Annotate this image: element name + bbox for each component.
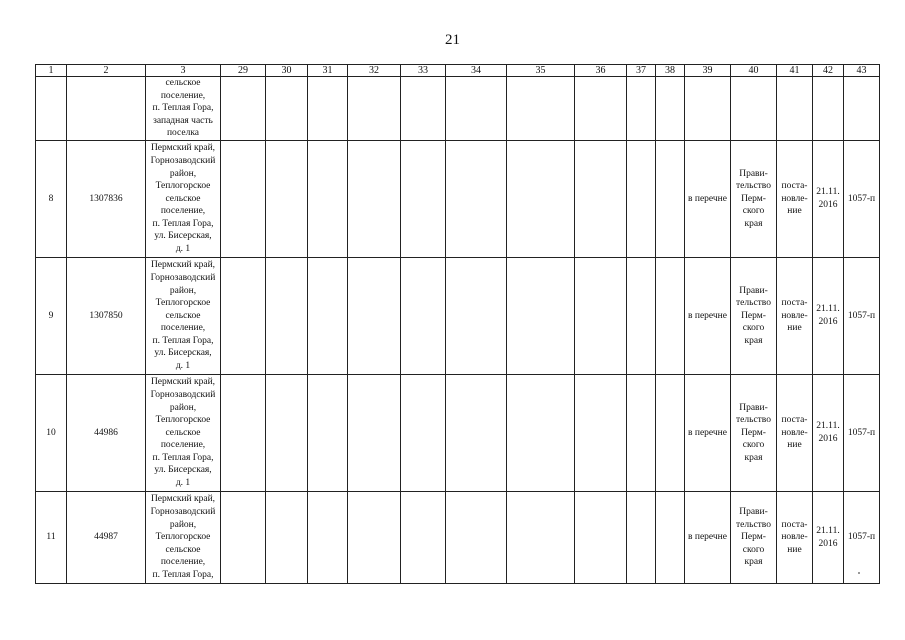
authority-cell: Прави- тельство Перм- ского края bbox=[731, 375, 777, 492]
object-code-cell: 44987 bbox=[67, 492, 146, 584]
column-number: 2 bbox=[67, 65, 146, 77]
column-number: 35 bbox=[507, 65, 575, 77]
empty-cell bbox=[308, 141, 348, 258]
empty-cell bbox=[627, 77, 656, 141]
column-number: 39 bbox=[685, 65, 731, 77]
document-date-cell: 21.11. 2016 bbox=[813, 141, 844, 258]
list-status-cell bbox=[685, 77, 731, 141]
empty-cell bbox=[627, 258, 656, 375]
document-date-cell: 21.11. 2016 bbox=[813, 258, 844, 375]
row-number-cell: 9 bbox=[36, 258, 67, 375]
column-number: 41 bbox=[777, 65, 813, 77]
empty-cell bbox=[446, 77, 507, 141]
empty-cell bbox=[266, 375, 308, 492]
address-cell: Пермский край, Горнозаводский район, Теплогорское сельское поселение, п. Теплая Гора, ул. Бисерская, д. 1 bbox=[146, 141, 221, 258]
column-number: 30 bbox=[266, 65, 308, 77]
empty-cell bbox=[446, 375, 507, 492]
document-number-cell: 1057-п bbox=[844, 258, 880, 375]
empty-cell bbox=[348, 141, 401, 258]
table-row bbox=[36, 492, 880, 584]
empty-cell bbox=[656, 375, 685, 492]
authority-cell: Прави- тельство Перм- ского края bbox=[731, 492, 777, 584]
page-number: 21 bbox=[445, 32, 460, 48]
empty-cell bbox=[656, 258, 685, 375]
column-number: 3 bbox=[146, 65, 221, 77]
authority-cell bbox=[731, 77, 777, 141]
empty-cell bbox=[308, 258, 348, 375]
document-type-cell: поста- новле- ние bbox=[777, 258, 813, 375]
empty-cell bbox=[308, 77, 348, 141]
table-row bbox=[36, 375, 880, 492]
empty-cell bbox=[308, 492, 348, 584]
empty-cell bbox=[266, 77, 308, 141]
list-status-cell: в перечне bbox=[685, 258, 731, 375]
column-number: 31 bbox=[308, 65, 348, 77]
row-number-cell: 8 bbox=[36, 141, 67, 258]
address-cell: сельское поселение, п. Теплая Гора, западная часть поселка bbox=[146, 77, 221, 141]
list-status-cell: в перечне bbox=[685, 141, 731, 258]
document-type-cell: поста- новле- ние bbox=[777, 492, 813, 584]
table-row bbox=[36, 77, 880, 141]
empty-cell bbox=[507, 375, 575, 492]
empty-cell bbox=[507, 141, 575, 258]
empty-cell bbox=[575, 77, 627, 141]
row-number-cell bbox=[36, 77, 67, 141]
empty-cell bbox=[221, 492, 266, 584]
scan-speck bbox=[858, 572, 860, 574]
empty-cell bbox=[656, 141, 685, 258]
table-row bbox=[36, 258, 880, 375]
empty-cell bbox=[348, 77, 401, 141]
document-date-cell: 21.11. 2016 bbox=[813, 375, 844, 492]
column-number: 42 bbox=[813, 65, 844, 77]
column-number: 36 bbox=[575, 65, 627, 77]
authority-cell: Прави- тельство Перм- ского края bbox=[731, 258, 777, 375]
row-number-cell: 11 bbox=[36, 492, 67, 584]
empty-cell bbox=[507, 492, 575, 584]
table-row bbox=[36, 141, 880, 258]
object-code-cell: 1307836 bbox=[67, 141, 146, 258]
empty-cell bbox=[401, 141, 446, 258]
column-number: 33 bbox=[401, 65, 446, 77]
address-cell: Пермский край, Горнозаводский район, Теплогорское сельское поселение, п. Теплая Гора, ул. Бисерская, д. 1 bbox=[146, 258, 221, 375]
column-number: 32 bbox=[348, 65, 401, 77]
empty-cell bbox=[507, 258, 575, 375]
address-cell: Пермский край, Горнозаводский район, Теплогорское сельское поселение, п. Теплая Гора, bbox=[146, 492, 221, 584]
empty-cell bbox=[401, 375, 446, 492]
document-number-cell: 1057-п bbox=[844, 492, 880, 584]
empty-cell bbox=[656, 492, 685, 584]
column-number-row bbox=[36, 65, 880, 77]
empty-cell bbox=[401, 258, 446, 375]
empty-cell bbox=[308, 375, 348, 492]
empty-cell bbox=[401, 492, 446, 584]
list-status-cell: в перечне bbox=[685, 492, 731, 584]
empty-cell bbox=[221, 258, 266, 375]
empty-cell bbox=[348, 492, 401, 584]
empty-cell bbox=[266, 492, 308, 584]
empty-cell bbox=[401, 77, 446, 141]
empty-cell bbox=[266, 141, 308, 258]
empty-cell bbox=[221, 141, 266, 258]
empty-cell bbox=[446, 492, 507, 584]
empty-cell bbox=[575, 375, 627, 492]
empty-cell bbox=[266, 258, 308, 375]
empty-cell bbox=[221, 77, 266, 141]
object-code-cell bbox=[67, 77, 146, 141]
empty-cell bbox=[575, 141, 627, 258]
object-code-cell: 44986 bbox=[67, 375, 146, 492]
column-number: 43 bbox=[844, 65, 880, 77]
empty-cell bbox=[627, 375, 656, 492]
empty-cell bbox=[627, 492, 656, 584]
column-number: 37 bbox=[627, 65, 656, 77]
empty-cell bbox=[221, 375, 266, 492]
document-type-cell bbox=[777, 77, 813, 141]
address-cell: Пермский край, Горнозаводский район, Теплогорское сельское поселение, п. Теплая Гора, ул. Бисерская, д. 1 bbox=[146, 375, 221, 492]
empty-cell bbox=[446, 141, 507, 258]
empty-cell bbox=[446, 258, 507, 375]
document-date-cell bbox=[813, 77, 844, 141]
empty-cell bbox=[507, 77, 575, 141]
document-number-cell: 1057-п bbox=[844, 375, 880, 492]
authority-cell: Прави- тельство Перм- ского края bbox=[731, 141, 777, 258]
column-number: 29 bbox=[221, 65, 266, 77]
column-number: 40 bbox=[731, 65, 777, 77]
registry-table bbox=[35, 64, 880, 584]
object-code-cell: 1307850 bbox=[67, 258, 146, 375]
column-number: 34 bbox=[446, 65, 507, 77]
column-number: 1 bbox=[36, 65, 67, 77]
row-number-cell: 10 bbox=[36, 375, 67, 492]
empty-cell bbox=[575, 492, 627, 584]
document-type-cell: поста- новле- ние bbox=[777, 375, 813, 492]
document-date-cell: 21.11. 2016 bbox=[813, 492, 844, 584]
empty-cell bbox=[348, 258, 401, 375]
empty-cell bbox=[656, 77, 685, 141]
empty-cell bbox=[575, 258, 627, 375]
document-number-cell: 1057-п bbox=[844, 141, 880, 258]
document-type-cell: поста- новле- ние bbox=[777, 141, 813, 258]
empty-cell bbox=[348, 375, 401, 492]
empty-cell bbox=[627, 141, 656, 258]
document-number-cell bbox=[844, 77, 880, 141]
list-status-cell: в перечне bbox=[685, 375, 731, 492]
column-number: 38 bbox=[656, 65, 685, 77]
